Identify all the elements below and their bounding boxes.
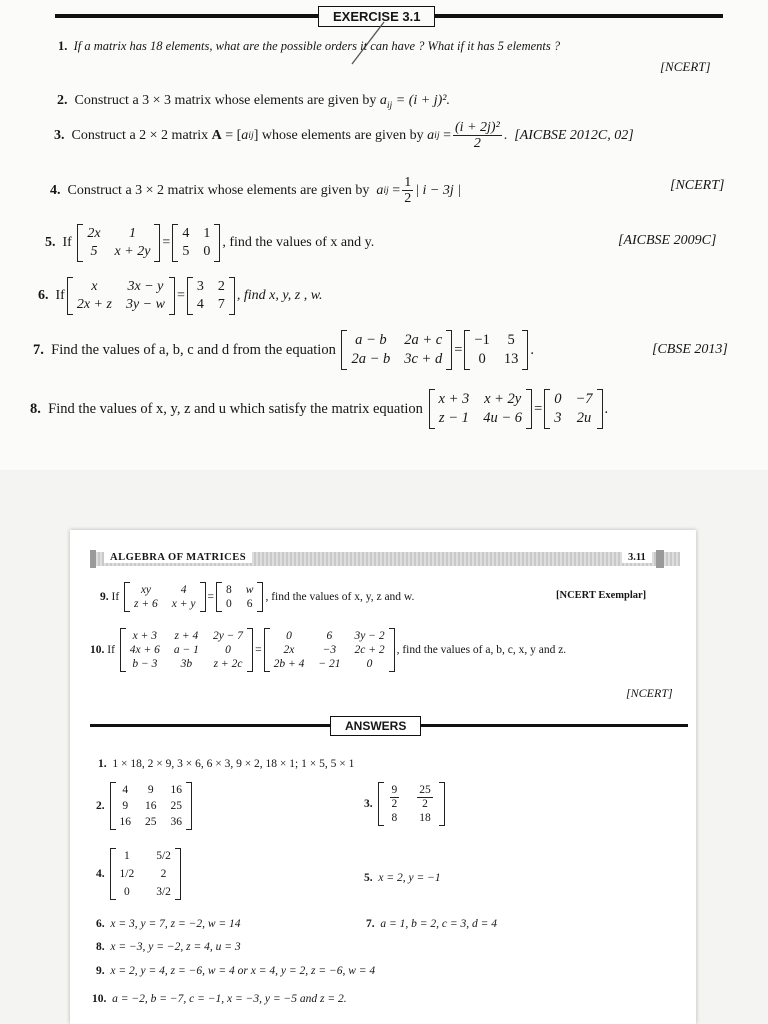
answer-text: x = 2, y = −1 (378, 872, 441, 884)
answers-title: ANSWERS (330, 716, 421, 736)
question-number: 3. (54, 127, 65, 143)
question-number: 7. (33, 341, 44, 358)
question-9: 9. If xy 4 z + 6 x + y = 8 w 0 6 , find the values of x, y, z and w. (100, 584, 415, 610)
answer-number: 2. (96, 800, 105, 812)
question-number: 1. (58, 39, 68, 53)
answer-9 (96, 965, 375, 977)
question-text: , find the values of x, y, z and w. (265, 591, 415, 603)
question-4: 4. Construct a 3 × 2 matrix whose elements are given by a ij = $\frac{1}{2}$ | i − 3j | (50, 175, 462, 207)
question-5: 5. If 2x 1 5 x + 2y = 4 1 5 0 , find the values of x and y. (45, 224, 374, 262)
question-number: 9. (100, 591, 109, 603)
question-reference: [NCERT] (660, 59, 711, 74)
formula: | i − 3j | (415, 182, 462, 198)
matrix: 1 5/2 1/2 2 0 3/2 (110, 848, 181, 900)
matrix: 8 w 0 6 (216, 582, 263, 612)
answer-number: 3. (364, 798, 373, 811)
matrix: −1 5 0 13 (464, 330, 528, 370)
matrix: x 3x − y 2x + z 3y − w (67, 277, 175, 315)
question-8: 8. Find the values of x, y, z and u which satisfy the matrix equation x + 3 x + 2y z − 1 4u − 6 = 0 −7 3 2u . (30, 389, 608, 429)
answer-number: 7. (366, 918, 375, 930)
matrix: 4 1 5 0 (172, 224, 220, 262)
answer-text: x = 2, y = 4, z = −6, w = 4 or x = 4, y = 2, z = −6, w = 4 (110, 965, 376, 977)
matrix: a − b 2a + c 2a − b 3c + d (341, 330, 452, 370)
answer-text: a = 1, b = 2, c = 3, d = 4 (380, 918, 498, 930)
question-1 (58, 39, 560, 54)
question-number: 10. (90, 644, 105, 656)
textbook-page-bottom (70, 530, 696, 1024)
question-3: 3. Construct a 2 × 2 matrix A = [ a ij ] whose elements are given by a ij = $\frac{\text{(i + 2j)²}}{2}$ . [AICBSE 2012C, 02] (54, 120, 634, 152)
exercise-title: EXERCISE 3.1 (318, 6, 435, 27)
question-reference: [NCERT] (670, 178, 725, 193)
question-text: If (55, 288, 65, 303)
answer-1 (98, 758, 354, 770)
answer-10 (92, 993, 347, 1005)
question-text: , find x, y, z , w. (236, 288, 323, 303)
fraction: $\frac{\text{(i + 2j)²}}{2}$ (455, 120, 500, 152)
question-number: 5. (45, 235, 56, 250)
answer-3 (364, 782, 447, 826)
answer-5 (364, 872, 441, 884)
answer-8 (96, 941, 241, 953)
question-text: Find the values of x, y, z and u which satisfy the matrix equation (48, 400, 423, 417)
question-text: Find the values of a, b, c and d from the equation (51, 341, 336, 358)
question-reference: [NCERT] (626, 686, 673, 700)
question-number: 2. (57, 93, 68, 108)
answer-4 (96, 848, 183, 900)
question-2: 2. Construct a 3 × 3 matrix whose elements are given by $a_{ij} = (i + j)^2$. (57, 93, 450, 111)
question-text: If (111, 591, 120, 603)
fraction: $\frac{1}{2}$ (404, 175, 412, 207)
answer-text: 1 × 18, 2 × 9, 3 × 6, 6 × 3, 9 × 2, 18 × 1; 1 × 5, 5 × 1 (112, 758, 355, 770)
question-text: If (62, 235, 72, 250)
matrix: 0 −7 3 2u (544, 389, 602, 429)
question-text: If a matrix has 18 elements, what are the possible orders it can have ? What if it has 5 elements ? (73, 39, 561, 53)
question-reference: [AICBSE 2009C] (618, 233, 717, 248)
answer-number: 5. (364, 872, 373, 884)
answer-text: a = −2, b = −7, c = −1, x = −3, y = −5 and z = 2. (112, 993, 347, 1005)
answer-number: 9. (96, 965, 105, 977)
matrix: xy 4 z + 6 x + y (124, 582, 205, 612)
question-text: , find the values of x and y. (222, 235, 375, 250)
question-text: Construct a 3 × 2 matrix whose elements are given by (67, 182, 370, 198)
question-number: 8. (30, 400, 41, 417)
matrix: x + 3 x + 2y z − 1 4u − 6 (429, 389, 533, 429)
matrix: $\frac{9}{2}$ $\frac{25}{2}$ 8 18 (378, 782, 445, 826)
formula: = (i + j)². (395, 93, 450, 108)
matrix: 3 2 4 7 (187, 277, 235, 315)
question-text: , find the values of a, b, c, x, y and z. (396, 644, 567, 656)
matrix: x + 3 z + 4 2y − 7 4x + 6 a − 1 0 b − 3 3b z + 2c (120, 628, 253, 672)
answer-number: 6. (96, 918, 105, 930)
question-text: Construct a 2 × 2 matrix (71, 127, 209, 143)
page-number: 3.11 (622, 552, 652, 563)
question-7: 7. Find the values of a, b, c and d from the equation a − b 2a + c 2a − b 3c + d = −1 5 0 13 . (33, 330, 534, 370)
question-reference: [CBSE 2013] (652, 342, 728, 357)
answer-6 (96, 918, 241, 930)
matrix: 4 9 16 9 16 25 16 25 36 (110, 782, 193, 830)
header-marker (90, 550, 96, 568)
matrix: 2x 1 5 x + 2y (77, 224, 160, 262)
answer-2 (96, 782, 194, 830)
question-10: 10. If x + 3 z + 4 2y − 7 4x + 6 a − 1 0 b − 3 3b z + 2c = 0 6 3y − 2 2x −3 2c + 2 2b + 4 − 21 0 , find the values of a, b, c, x, y and z. (90, 630, 567, 670)
question-6: 6. If x 3x − y 2x + z 3y − w = 3 2 4 7 , find x, y, z , w. (38, 277, 323, 315)
answer-number: 8. (96, 941, 105, 953)
header-marker (656, 550, 664, 568)
question-reference: [AICBSE 2012C, 02] (514, 127, 634, 143)
answer-text: x = −3, y = −2, z = 4, u = 3 (110, 941, 241, 953)
answer-text: x = 3, y = 7, z = −2, w = 14 (110, 918, 241, 930)
question-number: 4. (50, 182, 61, 198)
textbook-page-top (0, 0, 768, 470)
answer-number: 10. (92, 993, 107, 1005)
running-head: ALGEBRA OF MATRICES (104, 552, 252, 563)
question-number: 6. (38, 288, 49, 303)
answer-number: 4. (96, 868, 105, 880)
answer-7 (366, 918, 497, 930)
matrix: 0 6 3y − 2 2x −3 2c + 2 2b + 4 − 21 0 (264, 628, 395, 672)
question-text: whose elements are given by (261, 127, 424, 143)
question-reference: [NCERT Exemplar] (556, 590, 647, 601)
question-text: Construct a 3 × 3 matrix whose elements are given by (74, 93, 377, 108)
question-text: If (107, 644, 115, 656)
answer-number: 1. (98, 758, 107, 770)
